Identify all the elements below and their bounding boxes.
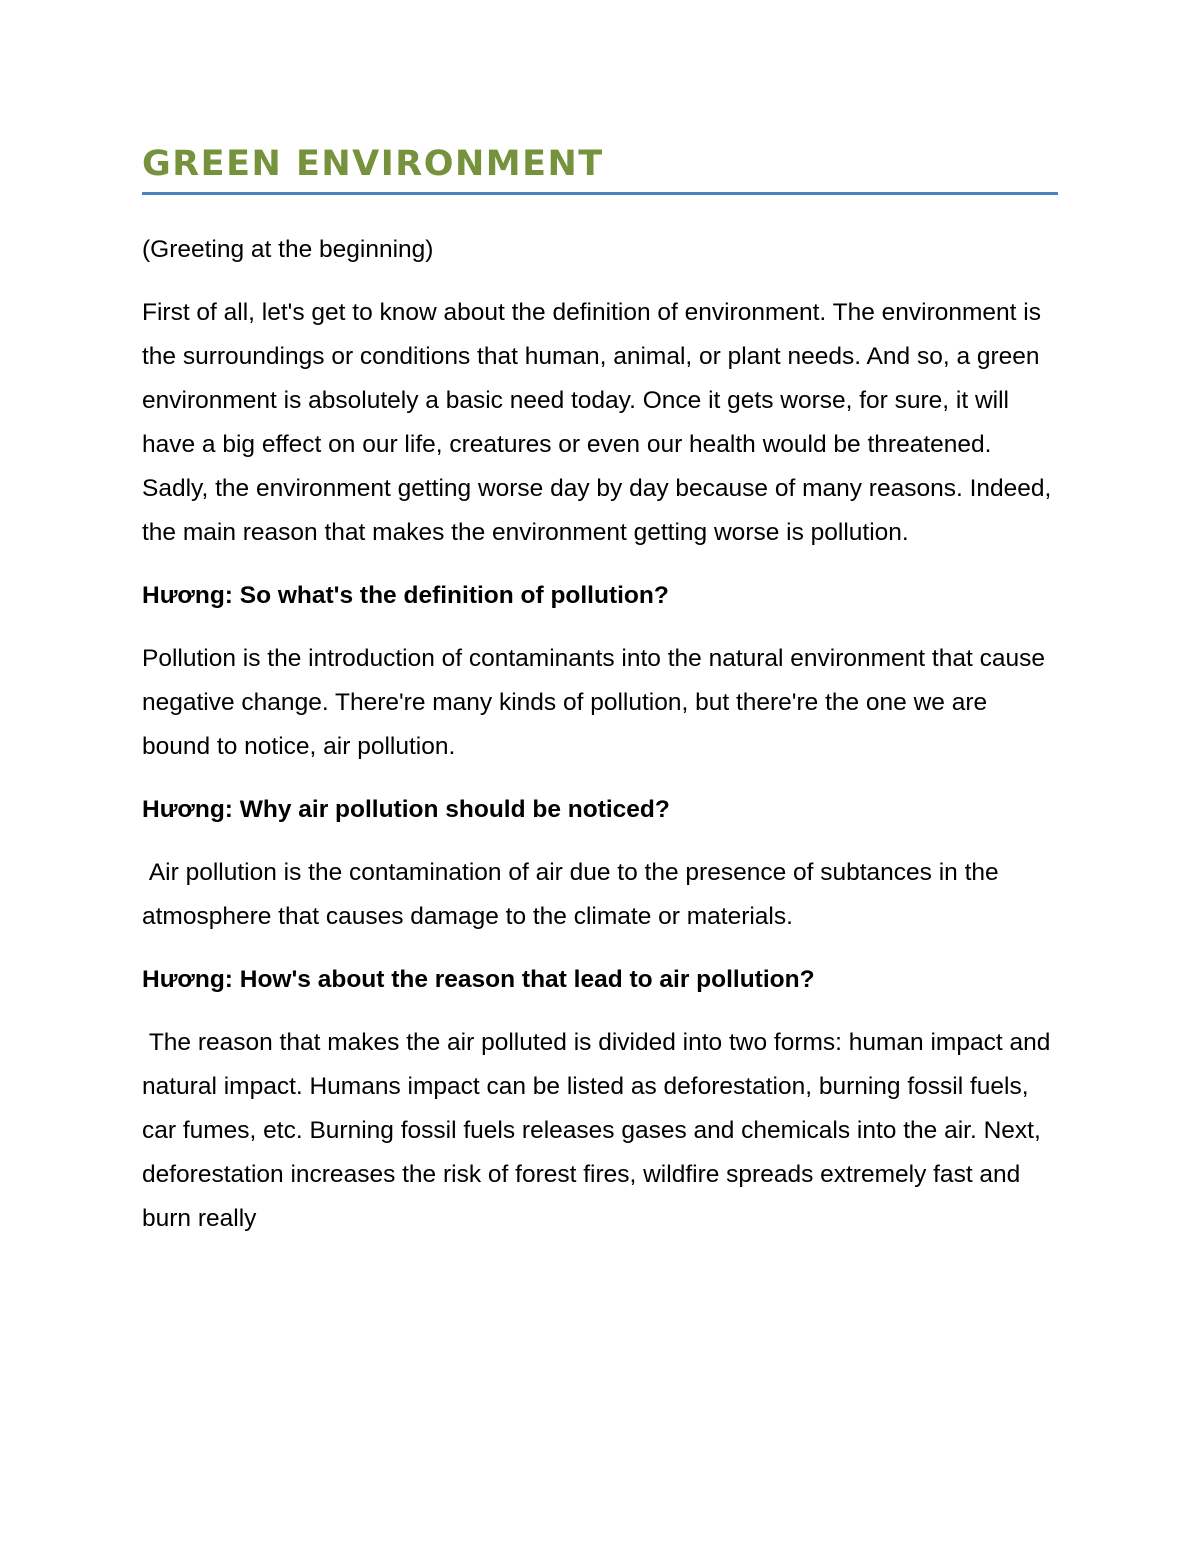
greeting-paragraph: (Greeting at the beginning)	[142, 236, 434, 263]
title-underline	[142, 192, 1058, 195]
question-air-pollution: Hương: Why air pollution should be noticed?	[142, 796, 670, 823]
answer-air-pollution-reason: The reason that makes the air polluted is divided into two forms: human impact and natural impact. Humans impact can be listed as deforestation, burning fossil fuels, car fumes, etc. Burning fossil fuels releases gases and chemicals into the air. Next, deforestation increases the risk of forest fires, wildfire spreads extremely fast and burn really	[142, 1029, 1058, 1232]
answer-air-pollution: Air pollution is the contamination of air due to the presence of subtances in the atmosphere that causes damage to the climate or materials.	[142, 859, 1006, 930]
document-title: GREEN ENVIRONMENT	[142, 144, 604, 184]
question-air-pollution-reason: Hương: How's about the reason that lead to air pollution?	[142, 966, 815, 993]
document-body	[142, 140, 1058, 1241]
intro-paragraph: First of all, let's get to know about the definition of environment. The environment is the surroundings or conditions that human, animal, or plant needs. And so, a green environment is absolutely a basic need today. Once it gets worse, for sure, it will have a big effect on our life, creatures or even our health would be threatened. Sadly, the environment getting worse day by day because of many reasons. Indeed, the main reason that makes the environment getting worse is pollution.	[142, 299, 1052, 546]
answer-pollution-definition: Pollution is the introduction of contaminants into the natural environment that cause negative change. There're many kinds of pollution, but there're the one we are bound to notice, air pollution.	[142, 645, 1045, 760]
question-pollution-definition: Hương: So what's the definition of pollution?	[142, 582, 669, 609]
